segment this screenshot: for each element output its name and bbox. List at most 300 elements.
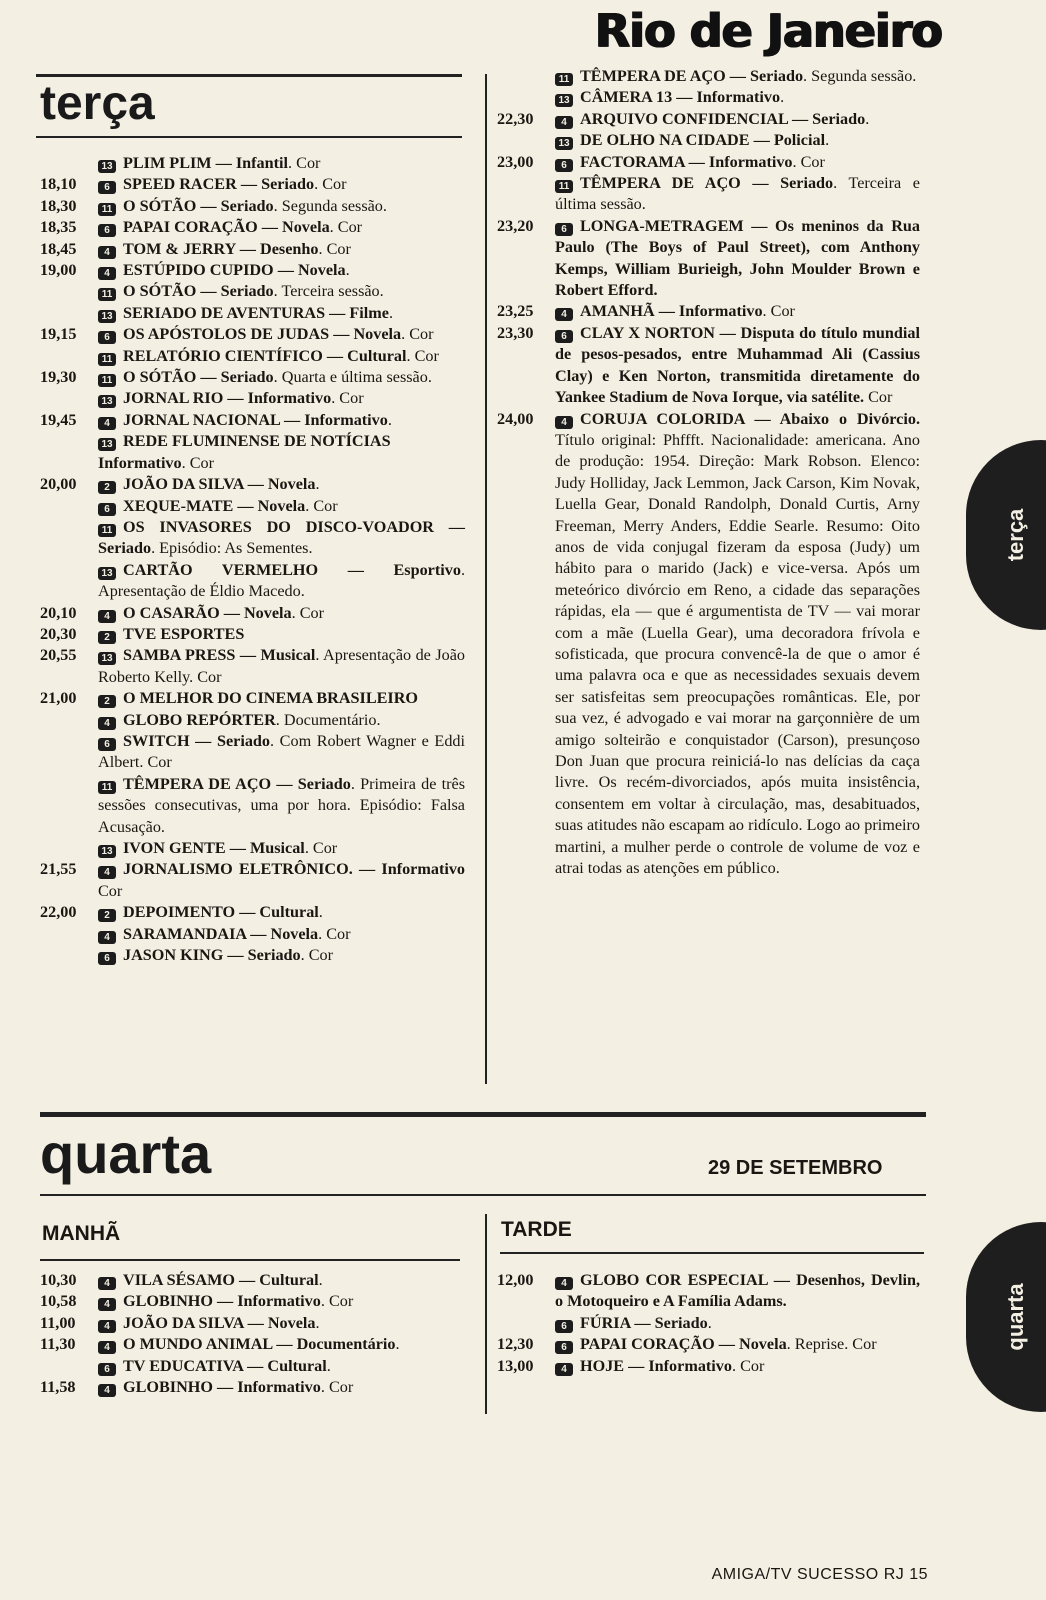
schedule-entry — [40, 924, 465, 945]
program-notes: . Com Robert Wagner e Eddi Albert. Cor — [98, 731, 466, 772]
city-title: Rio de Janeiro — [594, 4, 942, 58]
schedule-entry — [497, 130, 920, 151]
entry-body: 13 SAMBA PRESS — Musical. Apresentação de João Roberto Kelly. Cor — [98, 646, 465, 686]
channel-badge-icon: 4 — [555, 1363, 573, 1376]
program-title: DEPOIMENTO — [123, 903, 236, 922]
channel-badge-icon: 11 — [98, 203, 116, 216]
entry-body — [98, 624, 465, 645]
program-notes: . Cor — [331, 389, 364, 408]
channel-badge-icon: 4 — [555, 416, 573, 429]
entry-body: 13 CARTÃO VERMELHO — Esportivo. Apresentação de Éldio Macedo. — [98, 560, 465, 601]
program-title: O MELHOR DO CINEMA BRASILEIRO — [123, 689, 419, 708]
program-genre: Cultural — [259, 903, 319, 922]
schedule-entry — [40, 174, 465, 195]
entry-body: 4 AMANHÃ — Informativo. Cor — [555, 301, 920, 322]
column-divider-quarta — [485, 1214, 487, 1414]
program-notes: . Terceira sessão. — [273, 282, 384, 301]
program-genre: Informativo — [304, 410, 388, 429]
channel-badge-icon: 4 — [98, 866, 116, 879]
terca-right-column — [497, 66, 920, 879]
schedule-entry — [40, 196, 465, 217]
schedule-entry — [40, 388, 465, 409]
program-notes: . Quarta e última sessão. — [273, 368, 432, 387]
program-notes: . Cor — [318, 924, 351, 943]
entry-body: 11 O SÓTÃO — Seriado. Segunda sessão. — [98, 196, 465, 217]
entry-body: 13 CÂMERA 13 — Informativo. — [555, 87, 920, 108]
program-title: JORNAL RIO — [123, 389, 224, 408]
schedule-entry — [497, 66, 920, 87]
entry-body: 6 JASON KING — Seriado. Cor — [98, 945, 465, 966]
channel-badge-icon: 4 — [555, 116, 573, 129]
channel-badge-icon: 13 — [98, 567, 116, 580]
channel-badge-icon: 13 — [555, 137, 573, 150]
program-genre: Novela — [270, 924, 319, 943]
program-title: O SÓTÃO — [123, 282, 197, 301]
entry-body: 4 O MUNDO ANIMAL — Documentário. — [98, 1334, 465, 1355]
entry-time: 18,30 — [40, 196, 77, 215]
program-genre: Informativo — [696, 88, 781, 107]
entry-time: 12,00 — [497, 1271, 534, 1289]
entry-time: 21,00 — [40, 689, 77, 708]
program-notes: . — [318, 903, 323, 922]
channel-badge-icon: 11 — [555, 180, 573, 193]
schedule-entry — [40, 603, 465, 624]
program-notes: . — [825, 131, 830, 150]
entry-body: 6 XEQUE-MATE — Novela. Cor — [98, 496, 465, 517]
program-title: JORNALISMO ELETRÔNICO. — [123, 860, 353, 879]
entry-body: 6 PAPAI CORAÇÃO — Novela. Reprise. Cor — [555, 1334, 920, 1355]
rule-quarta-top — [40, 1112, 926, 1117]
channel-badge-icon: 2 — [98, 481, 116, 494]
entry-body: 4 O CASARÃO — Novela. Cor — [98, 603, 465, 624]
program-notes: . Episódio: As Sementes. — [151, 539, 313, 558]
channel-badge-icon: 13 — [98, 652, 116, 665]
rule-tarde — [500, 1252, 924, 1254]
program-notes: Cor — [864, 388, 893, 407]
entry-time: 23,30 — [497, 323, 534, 342]
channel-badge-icon: 6 — [98, 738, 116, 751]
schedule-entry — [497, 323, 920, 409]
program-title: O SÓTÃO — [123, 196, 197, 215]
channel-badge-icon: 4 — [98, 1320, 116, 1333]
schedule-entry — [40, 1291, 465, 1312]
program-title: HOJE — [580, 1356, 625, 1375]
program-genre: Novela — [243, 603, 292, 622]
program-notes: . Primeira de três sessões consecutivas, uma por hora. Episódio: Falsa Acusação. — [98, 774, 466, 836]
channel-badge-icon: 11 — [98, 781, 116, 794]
channel-badge-icon: 4 — [98, 1384, 116, 1397]
channel-badge-icon: 4 — [98, 417, 116, 430]
program-title: CORUJA COLORIDA — [580, 409, 745, 428]
program-title: SWITCH — [123, 731, 190, 750]
program-notes: Título original: Phffft. Nacionalidade: americana. Ano de produção: 1954. Direção: Mark Robson. Elenco: Judy Holliday, Jack Lemmon, Jack Carson, Kim Novak, Luella Gear, Donald Randolph, Donald Curtis, Arny Freeman, Merry Anders, Eddie Searle. Resumo: Oito anos de vida conjugal fizeram da esposa (Judy) um hábito para o marido (Jack) e vice-versa. Após um meteórico divórcio em Reno, a cidade das separações rápidas, ela — que é argumentista de TV — vai morar com a mãe (Luella Gear), uma decoradora frívola e sofisticada, que procura convencê-la de que o amor é uma palavra oca e que as necessidades sexuais devem ser satisfeitas sem preocupações românticas. Ele, por sua vez, é advogado e vai morar na garçonnière de um amigo solteirão e conquistador (Carson), presunçoso Don Juan que procura reiniciá-lo nas delícias da caça livre. Os recém-divorciados, após muita insistência, consentem em voltar à circulação, mas, desabituados, suas atitudes não escapam ao ridículo. Logo ao primeiro martini, a mulher perde o controle de volume de voz e atrai todas as atenções em público. — [555, 430, 920, 878]
entry-time: 18,45 — [40, 239, 77, 258]
program-title: GLOBINHO — [123, 1378, 213, 1397]
schedule-entry — [40, 217, 465, 238]
channel-badge-icon: 2 — [98, 909, 116, 922]
program-genre: Seriado — [261, 175, 315, 194]
entry-body: 11 OS INVASORES DO DISCO-VOADOR — Seriado. Episódio: As Sementes. — [98, 517, 465, 558]
schedule-entry — [40, 367, 465, 388]
entry-time: 20,00 — [40, 475, 77, 494]
program-notes: . Cor — [401, 325, 434, 344]
program-genre: Cultural — [347, 346, 407, 365]
schedule-entry — [40, 624, 465, 645]
entry-body: 6 TV EDUCATIVA — Cultural. — [98, 1356, 465, 1377]
program-title: SAMBA PRESS — [123, 646, 236, 665]
entry-time: 18,10 — [40, 175, 77, 194]
program-genre: Informativo — [98, 453, 182, 472]
schedule-entry — [40, 324, 465, 345]
program-title: FACTORAMA — [580, 152, 685, 171]
schedule-entry — [40, 410, 465, 431]
entry-body: 11 O SÓTÃO — Seriado. Terceira sessão. — [98, 281, 465, 302]
channel-badge-icon: 4 — [98, 717, 116, 730]
program-title: SPEED RACER — [123, 175, 237, 194]
day-title-quarta: quarta — [40, 1122, 212, 1185]
program-title: PLIM PLIM — [123, 154, 212, 172]
schedule-entry — [40, 474, 465, 495]
channel-badge-icon: 6 — [555, 159, 573, 172]
program-title: SARAMANDAIA — [123, 924, 247, 943]
entry-body: 2 JOÃO DA SILVA — Novela. — [98, 474, 465, 495]
program-genre: Novela — [282, 218, 330, 237]
channel-badge-icon: 6 — [555, 1320, 573, 1333]
schedule-entry — [497, 87, 920, 108]
entry-body: 6 FÚRIA — Seriado. — [555, 1313, 920, 1334]
entry-body: 4 JOÃO DA SILVA — Novela. — [98, 1313, 465, 1334]
entry-time: 19,30 — [40, 368, 77, 387]
channel-badge-icon: 13 — [555, 94, 573, 107]
entry-time: 22,00 — [40, 903, 77, 922]
program-title: REDE FLUMINENSE DE NOTÍCIAS — [123, 432, 391, 451]
schedule-entry — [497, 109, 920, 130]
entry-body: 4 GLOBINHO — Informativo. Cor — [98, 1377, 465, 1398]
program-genre: Informativo — [648, 1356, 732, 1375]
program-title: VILA SÉSAMO — [123, 1271, 235, 1289]
schedule-entry — [40, 496, 465, 517]
program-genre: Infantil — [235, 154, 289, 172]
schedule-entry — [40, 560, 465, 603]
channel-badge-icon: 6 — [555, 330, 573, 343]
program-notes: . Cor — [305, 496, 338, 515]
channel-badge-icon: 2 — [98, 695, 116, 708]
channel-badge-icon: 13 — [98, 160, 116, 173]
entry-body: 4 ESTÚPIDO CUPIDO — Novela. — [98, 260, 465, 281]
section-tarde-label: TARDE — [501, 1218, 572, 1241]
program-title: PAPAI CORAÇÃO — [580, 1335, 715, 1354]
program-genre: Seriado — [220, 196, 274, 215]
manha-column — [40, 1270, 465, 1398]
entry-body: 6 CLAY X NORTON — Disputa do título mundial de pesos-pesados, entre Muhammad Ali (Cassius Clay) e Ken Norton, transmitida diretamente do Yankee Stadium de Nova Iorque, via satélite. Cor — [555, 323, 921, 407]
channel-badge-icon: 4 — [98, 246, 116, 259]
program-title: O MUNDO ANIMAL — [123, 1335, 273, 1354]
channel-badge-icon: 4 — [98, 931, 116, 944]
program-genre: Informativo — [237, 1378, 321, 1397]
program-notes: . Cor — [300, 946, 334, 965]
program-notes: . — [315, 475, 320, 494]
program-title: TÊMPERA DE AÇO — [580, 67, 726, 85]
entry-time: 20,30 — [40, 624, 77, 643]
program-notes: . Cor — [288, 154, 321, 172]
entry-time: 11,58 — [40, 1378, 76, 1397]
entry-body: 11 RELATÓRIO CIENTÍFICO — Cultural. Cor — [98, 346, 465, 367]
entry-time: 11,30 — [40, 1335, 76, 1354]
schedule-entry — [40, 281, 465, 302]
section-manha-label: MANHÃ — [42, 1222, 121, 1245]
program-genre: Seriado — [98, 539, 152, 558]
program-genre: Cultural — [259, 1271, 319, 1289]
program-genre: Informativo — [247, 389, 332, 408]
program-genre: Os meninos da Rua Paulo (The Boys of Paul Street), com Anthony Kemps, William Burieigh, John Moulder Brown e Robert Efford. — [555, 216, 921, 300]
schedule-entry — [497, 1356, 920, 1377]
entry-body — [98, 710, 465, 731]
tab-quarta[interactable] — [966, 1222, 1046, 1412]
page-footer: AMIGA/TV SUCESSO RJ 15 — [711, 1566, 928, 1583]
entry-time: 24,00 — [497, 409, 534, 428]
program-genre: Documentário — [296, 1335, 396, 1354]
program-notes: . — [780, 88, 785, 107]
schedule-entry — [497, 409, 920, 880]
entry-body: 4 GLOBINHO — Informativo. Cor — [98, 1291, 465, 1312]
program-notes: . Apresentação de João Roberto Kelly. Cor — [98, 646, 465, 686]
program-title: GLOBO REPÓRTER — [123, 710, 276, 729]
schedule-entry — [497, 301, 920, 322]
channel-badge-icon: 6 — [98, 331, 116, 344]
entry-time: 19,00 — [40, 261, 77, 280]
program-notes: . Cor — [406, 346, 439, 365]
schedule-entry — [497, 1313, 920, 1334]
schedule-entry — [497, 152, 920, 173]
entry-time: 18,35 — [40, 218, 77, 237]
program-genre: Novela — [297, 261, 346, 280]
program-genre: Cultural — [267, 1356, 327, 1375]
program-notes: . — [387, 410, 392, 429]
channel-badge-icon: 6 — [98, 952, 116, 965]
program-notes: . Cor — [314, 175, 347, 194]
entry-time: 12,30 — [497, 1335, 534, 1354]
schedule-entry — [40, 645, 465, 688]
schedule-entry — [40, 239, 465, 260]
entry-body: 4 VILA SÉSAMO — Cultural. — [98, 1270, 465, 1291]
channel-badge-icon: 4 — [98, 1277, 116, 1290]
program-notes: . — [318, 1271, 323, 1289]
entry-body: 11 TÊMPERA DE AÇO — Seriado. Terceira e última sessão. — [555, 174, 920, 214]
terca-left-column — [40, 153, 465, 966]
entry-body: 11 O SÓTÃO — Seriado. Quarta e última sessão. — [98, 367, 465, 388]
program-notes: . Reprise. Cor — [786, 1335, 877, 1354]
program-title: AMANHÃ — [580, 302, 655, 321]
program-title: CLAY X NORTON — [580, 323, 715, 342]
entry-body: 2 DEPOIMENTO — Cultural. — [98, 902, 465, 923]
program-notes: . — [707, 1313, 712, 1332]
program-title: GLOBINHO — [123, 1292, 213, 1311]
entry-time: 10,58 — [40, 1292, 77, 1311]
entry-body: 4 JORNALISMO ELETRÔNICO. — Informativo Cor — [98, 860, 466, 900]
program-title: CARTÃO VERMELHO — [123, 560, 319, 579]
schedule-entry — [40, 1313, 465, 1334]
program-title: ARQUIVO CONFIDENCIAL — [580, 109, 788, 128]
tab-terca-label: terça — [1003, 508, 1028, 562]
entry-time: 13,00 — [497, 1356, 534, 1375]
tarde-column — [497, 1270, 920, 1377]
entry-body — [98, 431, 465, 474]
channel-badge-icon: 6 — [98, 181, 116, 194]
program-title: GLOBO COR ESPECIAL — [580, 1271, 768, 1289]
program-notes: . Cor — [329, 218, 363, 237]
entry-time: 22,30 — [497, 109, 534, 128]
program-notes: . Documentário. — [275, 710, 381, 729]
program-genre: Seriado — [812, 109, 866, 128]
schedule-entry — [40, 731, 465, 774]
program-title: LONGA-METRAGEM — [580, 216, 744, 235]
entry-body: 4 ARQUIVO CONFIDENCIAL — Seriado. — [555, 109, 920, 130]
program-notes: . Cor — [318, 239, 351, 258]
program-title: TÊMPERA DE AÇO — [580, 174, 741, 193]
schedule-entry — [40, 346, 465, 367]
program-genre: Informativo — [381, 860, 466, 879]
program-notes: . Segunda sessão. — [803, 67, 917, 85]
program-notes: . — [395, 1335, 400, 1354]
channel-badge-icon: 11 — [98, 374, 116, 387]
schedule-entry — [40, 902, 465, 923]
schedule-entry — [40, 859, 465, 902]
schedule-entry — [40, 838, 465, 859]
program-title: IVON GENTE — [123, 839, 226, 857]
tab-terca[interactable] — [966, 440, 1046, 630]
program-genre: Informativo — [708, 152, 793, 171]
program-title: XEQUE-MATE — [123, 496, 234, 515]
entry-body: 13 SERIADO DE AVENTURAS — Filme. — [98, 303, 465, 324]
channel-badge-icon: 6 — [555, 223, 573, 236]
program-genre: Desenho — [260, 239, 319, 258]
channel-badge-icon: 13 — [98, 845, 116, 858]
schedule-entry — [40, 431, 465, 474]
program-genre: Novela — [267, 1313, 316, 1332]
schedule-entry — [497, 216, 920, 302]
program-notes: . — [388, 303, 393, 322]
rule-under-terca — [36, 136, 462, 138]
entry-body: 6 FACTORAMA — Informativo. Cor — [555, 152, 920, 173]
program-title: JOÃO DA SILVA — [123, 1313, 244, 1332]
program-title: JASON KING — [123, 946, 224, 965]
entry-body: 13 IVON GENTE — Musical. Cor — [98, 838, 465, 859]
program-notes: . Cor — [762, 302, 795, 321]
tab-quarta-label: quarta — [1003, 1283, 1028, 1351]
schedule-entry — [40, 153, 465, 174]
entry-body — [98, 688, 465, 709]
schedule-entry — [40, 1334, 465, 1355]
program-notes: . Cor — [181, 453, 214, 472]
program-title: TOM & JERRY — [123, 239, 236, 258]
channel-badge-icon: 11 — [98, 288, 116, 301]
entry-time: 23,20 — [497, 216, 534, 235]
column-divider-terca — [485, 74, 487, 1084]
program-genre: Disputa do título mundial de pesos-pesados, entre Muhammad Ali (Cassius Clay) e Ken Norton, transmitida diretamente do Yankee Stadium de Nova Iorque, via satélite. — [555, 323, 921, 407]
program-notes: . Cor — [320, 1292, 354, 1311]
entry-body: 4 CORUJA COLORIDA — Abaixo o Divórcio. Título original: Phffft. Nacionalidade: americana. Ano de produção: 1954. Direção: Mark Robson. Elenco: Judy Holliday, Jack Lemmon, Jack Carson, Kim Novak, Luella Gear, Donald Randolph, Donald Curtis, Arny Freeman, Merry Anders, Eddie Searle. Resumo: Oito anos de vida conjugal fizeram da esposa (Judy) um hábito para o marido (Jack) e vice-versa. Após um meteórico divórcio em Reno, a cidade das separações rápidas, ela — que é argumentista de TV — vai morar com a mãe (Luella Gear), uma decoradora frívola e sofisticada, que procura convencê-la de que o amor é uma palavra oca e que as necessidades sexuais devem ser satisfeitas sem preocupações românticas. Ele, por sua vez, é advogado e vai morar na garçonnière de um amigo solteirão e conquistador (Carson), presunçoso Don Juan que procura reiniciá-lo nas delícias da caça livre. Os recém-divorciados, após muita insistência, consentem em voltar à circulação, mas, desabituados, suas atitudes não escapam ao ridículo. Logo ao primeiro martini, a mulher perde o controle de volume de voz e atrai todas as atenções em público. — [555, 409, 921, 878]
quarta-date: 29 DE SETEMBRO — [708, 1157, 883, 1179]
program-notes: . Apresentação de Éldio Macedo. — [98, 560, 465, 601]
schedule-entry — [40, 303, 465, 324]
entry-body: 6 OS APÓSTOLOS DE JUDAS — Novela. Cor — [98, 324, 465, 345]
program-genre: Policial — [773, 131, 826, 150]
program-notes: . — [865, 109, 870, 128]
program-genre: Informativo — [678, 302, 763, 321]
schedule-entry — [497, 1334, 920, 1355]
program-title: TV EDUCATIVA — [123, 1356, 244, 1375]
channel-badge-icon: 6 — [98, 503, 116, 516]
channel-badge-icon: 6 — [98, 1363, 116, 1376]
schedule-entry — [40, 1270, 465, 1291]
schedule-entry — [40, 1377, 465, 1398]
channel-badge-icon: 6 — [98, 224, 116, 237]
program-genre: Novela — [739, 1335, 787, 1354]
channel-badge-icon: 11 — [98, 524, 116, 537]
entry-time: 11,00 — [40, 1313, 76, 1332]
program-genre: Musical — [260, 646, 316, 665]
program-notes: . — [345, 261, 350, 280]
entry-body: 11 TÊMPERA DE AÇO — Seriado. Primeira de três sessões consecutivas, uma por hora. Episódio: Falsa Acusação. — [98, 774, 466, 836]
schedule-entry — [40, 517, 465, 560]
channel-badge-icon: 11 — [555, 73, 573, 86]
program-title: O CASARÃO — [123, 603, 220, 622]
entry-body: 6 PAPAI CORAÇÃO — Novela. Cor — [98, 217, 465, 238]
channel-badge-icon: 13 — [98, 310, 116, 323]
program-title: PAPAI CORAÇÃO — [123, 218, 258, 237]
program-title: CÂMERA 13 — [580, 88, 673, 107]
entry-time: 20,55 — [40, 646, 77, 665]
channel-badge-icon: 4 — [98, 1298, 116, 1311]
program-title: JORNAL NACIONAL — [123, 410, 280, 429]
entry-body: 11 TÊMPERA DE AÇO — Seriado. Segunda sessão. — [555, 66, 920, 87]
schedule-entry — [40, 774, 465, 838]
program-title: O SÓTÃO — [123, 368, 197, 387]
channel-badge-icon: 13 — [98, 438, 116, 451]
program-notes: . Cor — [731, 1356, 765, 1375]
program-genre: Desenhos, Devlin, o Motoqueiro e A Família Adams. — [555, 1271, 920, 1311]
channel-badge-icon: 11 — [98, 353, 116, 366]
program-notes: . Terceira e última sessão. — [555, 174, 920, 214]
program-title: ESTÚPIDO CUPIDO — [123, 261, 274, 280]
entry-body: 13 JORNAL RIO — Informativo. Cor — [98, 388, 465, 409]
program-title: OS INVASORES DO DISCO-VOADOR — [123, 517, 434, 536]
program-genre: Seriado — [780, 174, 834, 193]
channel-badge-icon: 4 — [555, 308, 573, 321]
program-genre: Seriado — [216, 731, 271, 750]
program-notes: Cor — [98, 881, 123, 900]
channel-badge-icon: 4 — [98, 610, 116, 623]
entry-body: 4 GLOBO COR ESPECIAL — Desenhos, Devlin, o Motoqueiro e A Família Adams. — [555, 1271, 920, 1311]
entry-body: 13 DE OLHO NA CIDADE — Policial. — [555, 130, 920, 151]
entry-time: 23,25 — [497, 302, 534, 321]
program-title: RELATÓRIO CIENTÍFICO — [123, 346, 323, 365]
entry-body: 4 TOM & JERRY — Desenho. Cor — [98, 239, 465, 260]
program-genre: Seriado — [654, 1313, 708, 1332]
schedule-entry — [40, 260, 465, 281]
program-title: FÚRIA — [580, 1313, 631, 1332]
program-genre: Seriado — [749, 67, 804, 85]
entry-body: 6 SPEED RACER — Seriado. Cor — [98, 174, 465, 195]
channel-badge-icon: 2 — [98, 631, 116, 644]
program-title: SERIADO DE AVENTURAS — [123, 303, 326, 322]
program-genre: Filme — [349, 303, 389, 322]
channel-badge-icon: 4 — [98, 267, 116, 280]
entry-time: 10,30 — [40, 1271, 77, 1289]
entry-body: 4 HOJE — Informativo. Cor — [555, 1356, 920, 1377]
rule-quarta-under — [40, 1194, 926, 1196]
channel-badge-icon: 13 — [98, 395, 116, 408]
